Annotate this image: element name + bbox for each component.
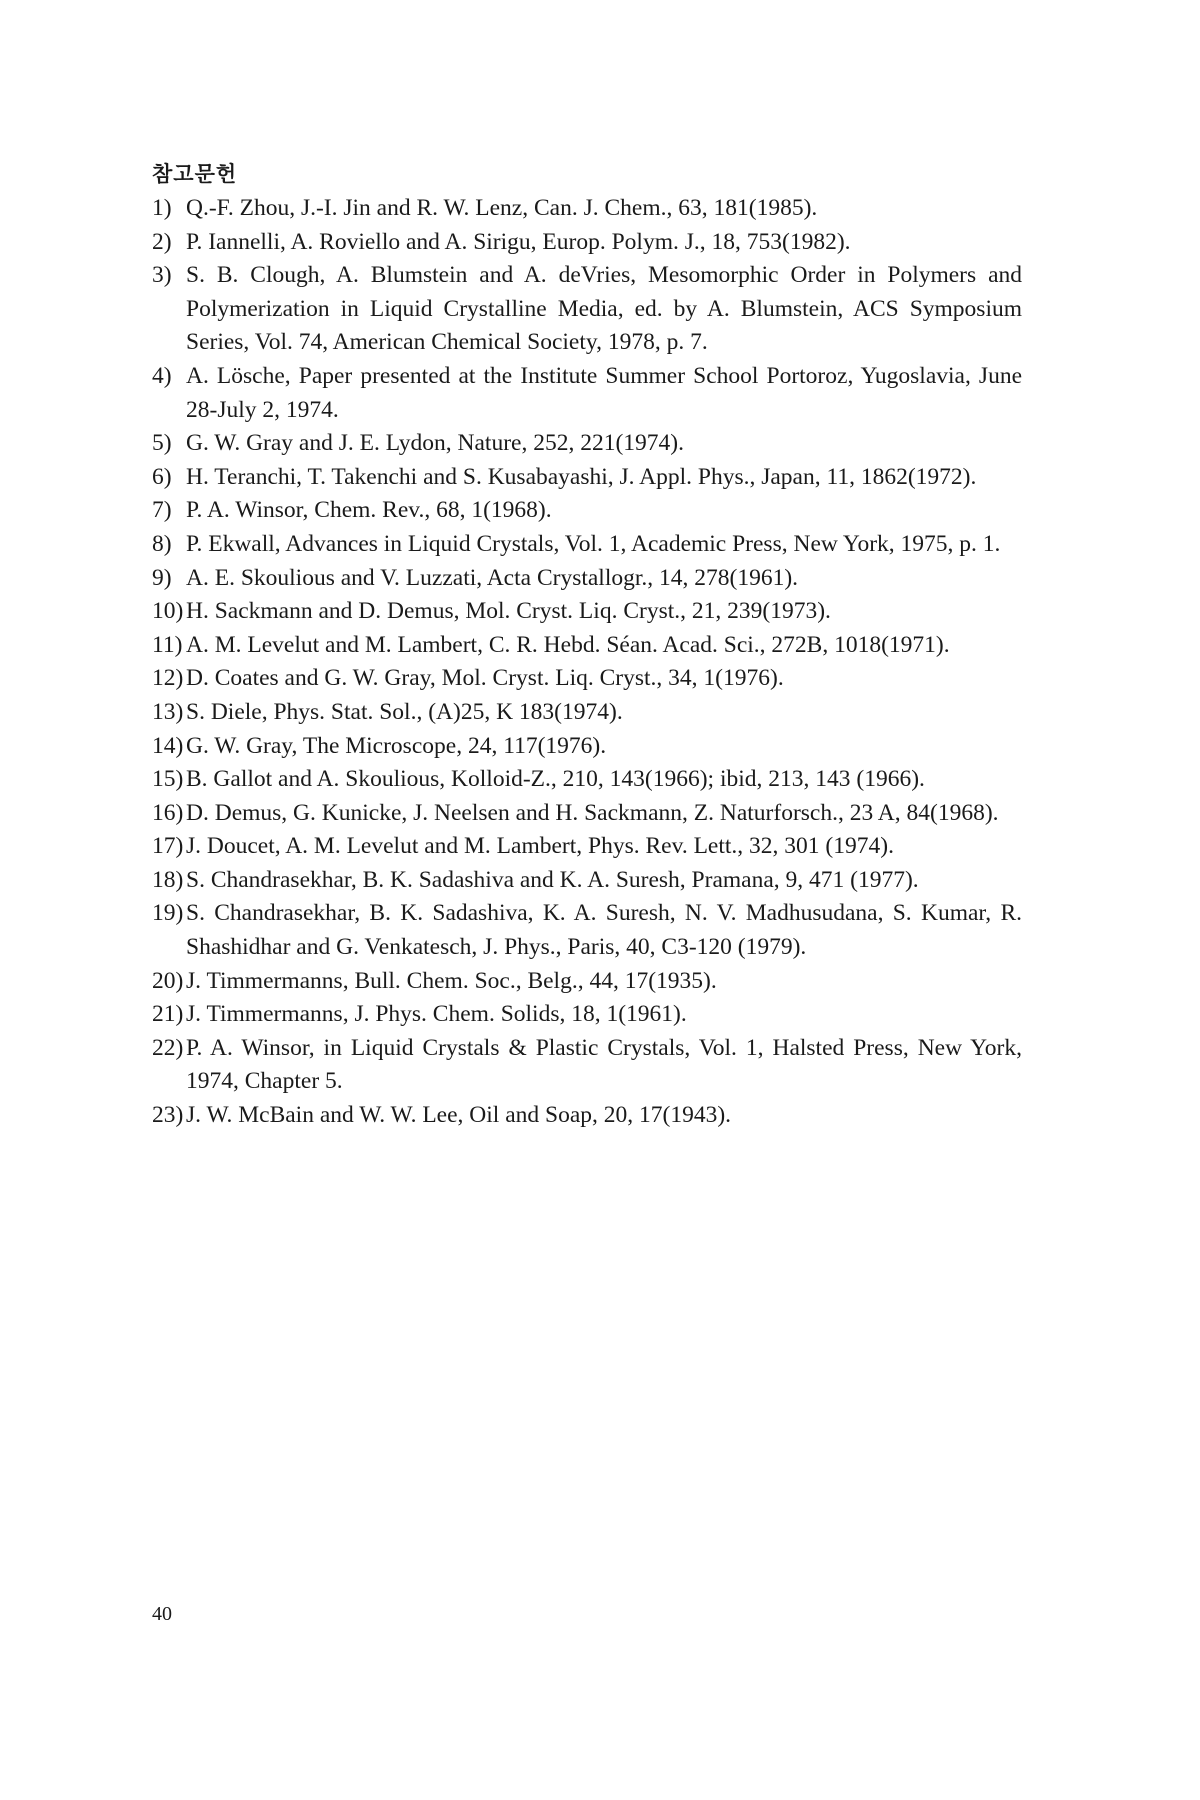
reference-text: P. A. Winsor, Chem. Rev., 68, 1(1968). [186, 497, 552, 524]
reference-number: 13) [152, 698, 184, 725]
reference-item [152, 192, 1022, 226]
reference-item [152, 965, 1022, 999]
reference-text: S. Chandrasekhar, B. K. Sadashiva and K. A. Suresh, Pramana, 9, 471 (1977). [186, 866, 919, 893]
reference-number: 23) [152, 1102, 184, 1129]
reference-item [152, 797, 1022, 831]
reference-number: 2) [152, 228, 172, 255]
reference-number: 7) [152, 497, 172, 524]
reference-text: P. Ekwall, Advances in Liquid Crystals, Vol. 1, Academic Press, New York, 1975, p. 1. [186, 530, 1001, 557]
reference-item [152, 494, 1022, 528]
reference-item [152, 1032, 1022, 1099]
reference-text: G. W. Gray, The Microscope, 24, 117(1976). [186, 732, 607, 759]
reference-item [152, 629, 1022, 663]
reference-number: 11) [152, 631, 183, 658]
reference-item [152, 461, 1022, 495]
reference-item [152, 696, 1022, 730]
reference-text: A. E. Skoulious and V. Luzzati, Acta Crystallogr., 14, 278(1961). [186, 564, 799, 591]
reference-text: P. A. Winsor, in Liquid Crystals & Plastic Crystals, Vol. 1, Halsted Press, New York, 1974, Chapter 5. [186, 1034, 1022, 1095]
reference-text: G. W. Gray and J. E. Lydon, Nature, 252, 221(1974). [186, 430, 684, 457]
reference-item [152, 259, 1022, 360]
reference-text: J. Timmermanns, Bull. Chem. Soc., Belg., 44, 17(1935). [186, 967, 717, 994]
reference-number: 9) [152, 564, 172, 591]
reference-text: Q.-F. Zhou, J.-I. Jin and R. W. Lenz, Can. J. Chem., 63, 181(1985). [186, 195, 818, 221]
reference-number: 1) [152, 195, 172, 221]
reference-text: A. Lösche, Paper presented at the Institute Summer School Portoroz, Yugoslavia, June 28-July 2, 1974. [186, 362, 1022, 423]
reference-text: P. Iannelli, A. Roviello and A. Sirigu, Europ. Polym. J., 18, 753(1982). [186, 228, 851, 255]
reference-number: 22) [152, 1034, 184, 1061]
reference-number: 8) [152, 530, 172, 557]
reference-list [152, 192, 1022, 1133]
reference-item [152, 226, 1022, 260]
reference-text: D. Coates and G. W. Gray, Mol. Cryst. Liq. Cryst., 34, 1(1976). [186, 665, 784, 692]
reference-number: 12) [152, 665, 184, 692]
page-number: 40 [152, 1603, 172, 1625]
reference-number: 21) [152, 1001, 184, 1028]
reference-item [152, 528, 1022, 562]
reference-item [152, 830, 1022, 864]
reference-item [152, 864, 1022, 898]
reference-number: 16) [152, 799, 184, 826]
reference-text: D. Demus, G. Kunicke, J. Neelsen and H. Sackmann, Z. Naturforsch., 23 A, 84(1968). [186, 799, 999, 826]
reference-text: A. M. Levelut and M. Lambert, C. R. Hebd. Séan. Acad. Sci., 272B, 1018(1971). [186, 631, 950, 658]
reference-item [152, 763, 1022, 797]
reference-text: J. Doucet, A. M. Levelut and M. Lambert, Phys. Rev. Lett., 32, 301 (1974). [186, 833, 894, 860]
reference-item [152, 562, 1022, 596]
reference-text: H. Teranchi, T. Takenchi and S. Kusabayashi, J. Appl. Phys., Japan, 11, 1862(1972). [186, 463, 977, 490]
references-heading: 참고문헌 [152, 162, 238, 186]
reference-item [152, 897, 1022, 964]
reference-number: 17) [152, 833, 184, 860]
reference-number: 15) [152, 766, 184, 793]
reference-number: 18) [152, 866, 184, 893]
reference-text: J. Timmermanns, J. Phys. Chem. Solids, 18, 1(1961). [186, 1001, 687, 1028]
reference-text: J. W. McBain and W. W. Lee, Oil and Soap, 20, 17(1943). [186, 1102, 732, 1129]
reference-item [152, 998, 1022, 1032]
reference-number: 5) [152, 430, 172, 457]
reference-number: 6) [152, 463, 172, 490]
reference-text: S. B. Clough, A. Blumstein and A. deVries, Mesomorphic Order in Polymers and Polymerization in Liquid Crystalline Media, ed. by A. Blumstein, ACS Symposium Series, Vol. 74, American Chemical Society, 1978, p. 7. [186, 262, 1022, 356]
reference-number: 10) [152, 598, 184, 625]
reference-number: 3) [152, 262, 172, 289]
reference-text: S. Diele, Phys. Stat. Sol., (A)25, K 183(1974). [186, 698, 623, 725]
reference-item [152, 1099, 1022, 1133]
reference-item [152, 662, 1022, 696]
reference-number: 20) [152, 967, 184, 994]
reference-number: 14) [152, 732, 184, 759]
reference-number: 19) [152, 900, 184, 927]
reference-item [152, 427, 1022, 461]
reference-item [152, 730, 1022, 764]
reference-text: B. Gallot and A. Skoulious, Kolloid-Z., 210, 143(1966); ibid, 213, 143 (1966). [186, 766, 925, 793]
reference-text: S. Chandrasekhar, B. K. Sadashiva, K. A. Suresh, N. V. Madhusudana, S. Kumar, R. Shashidhar and G. Venkatesch, J. Phys., Paris, 40, C3-120 (1979). [186, 900, 1022, 961]
reference-item [152, 360, 1022, 427]
reference-number: 4) [152, 362, 172, 389]
reference-item [152, 595, 1022, 629]
reference-text: H. Sackmann and D. Demus, Mol. Cryst. Liq. Cryst., 21, 239(1973). [186, 598, 831, 625]
